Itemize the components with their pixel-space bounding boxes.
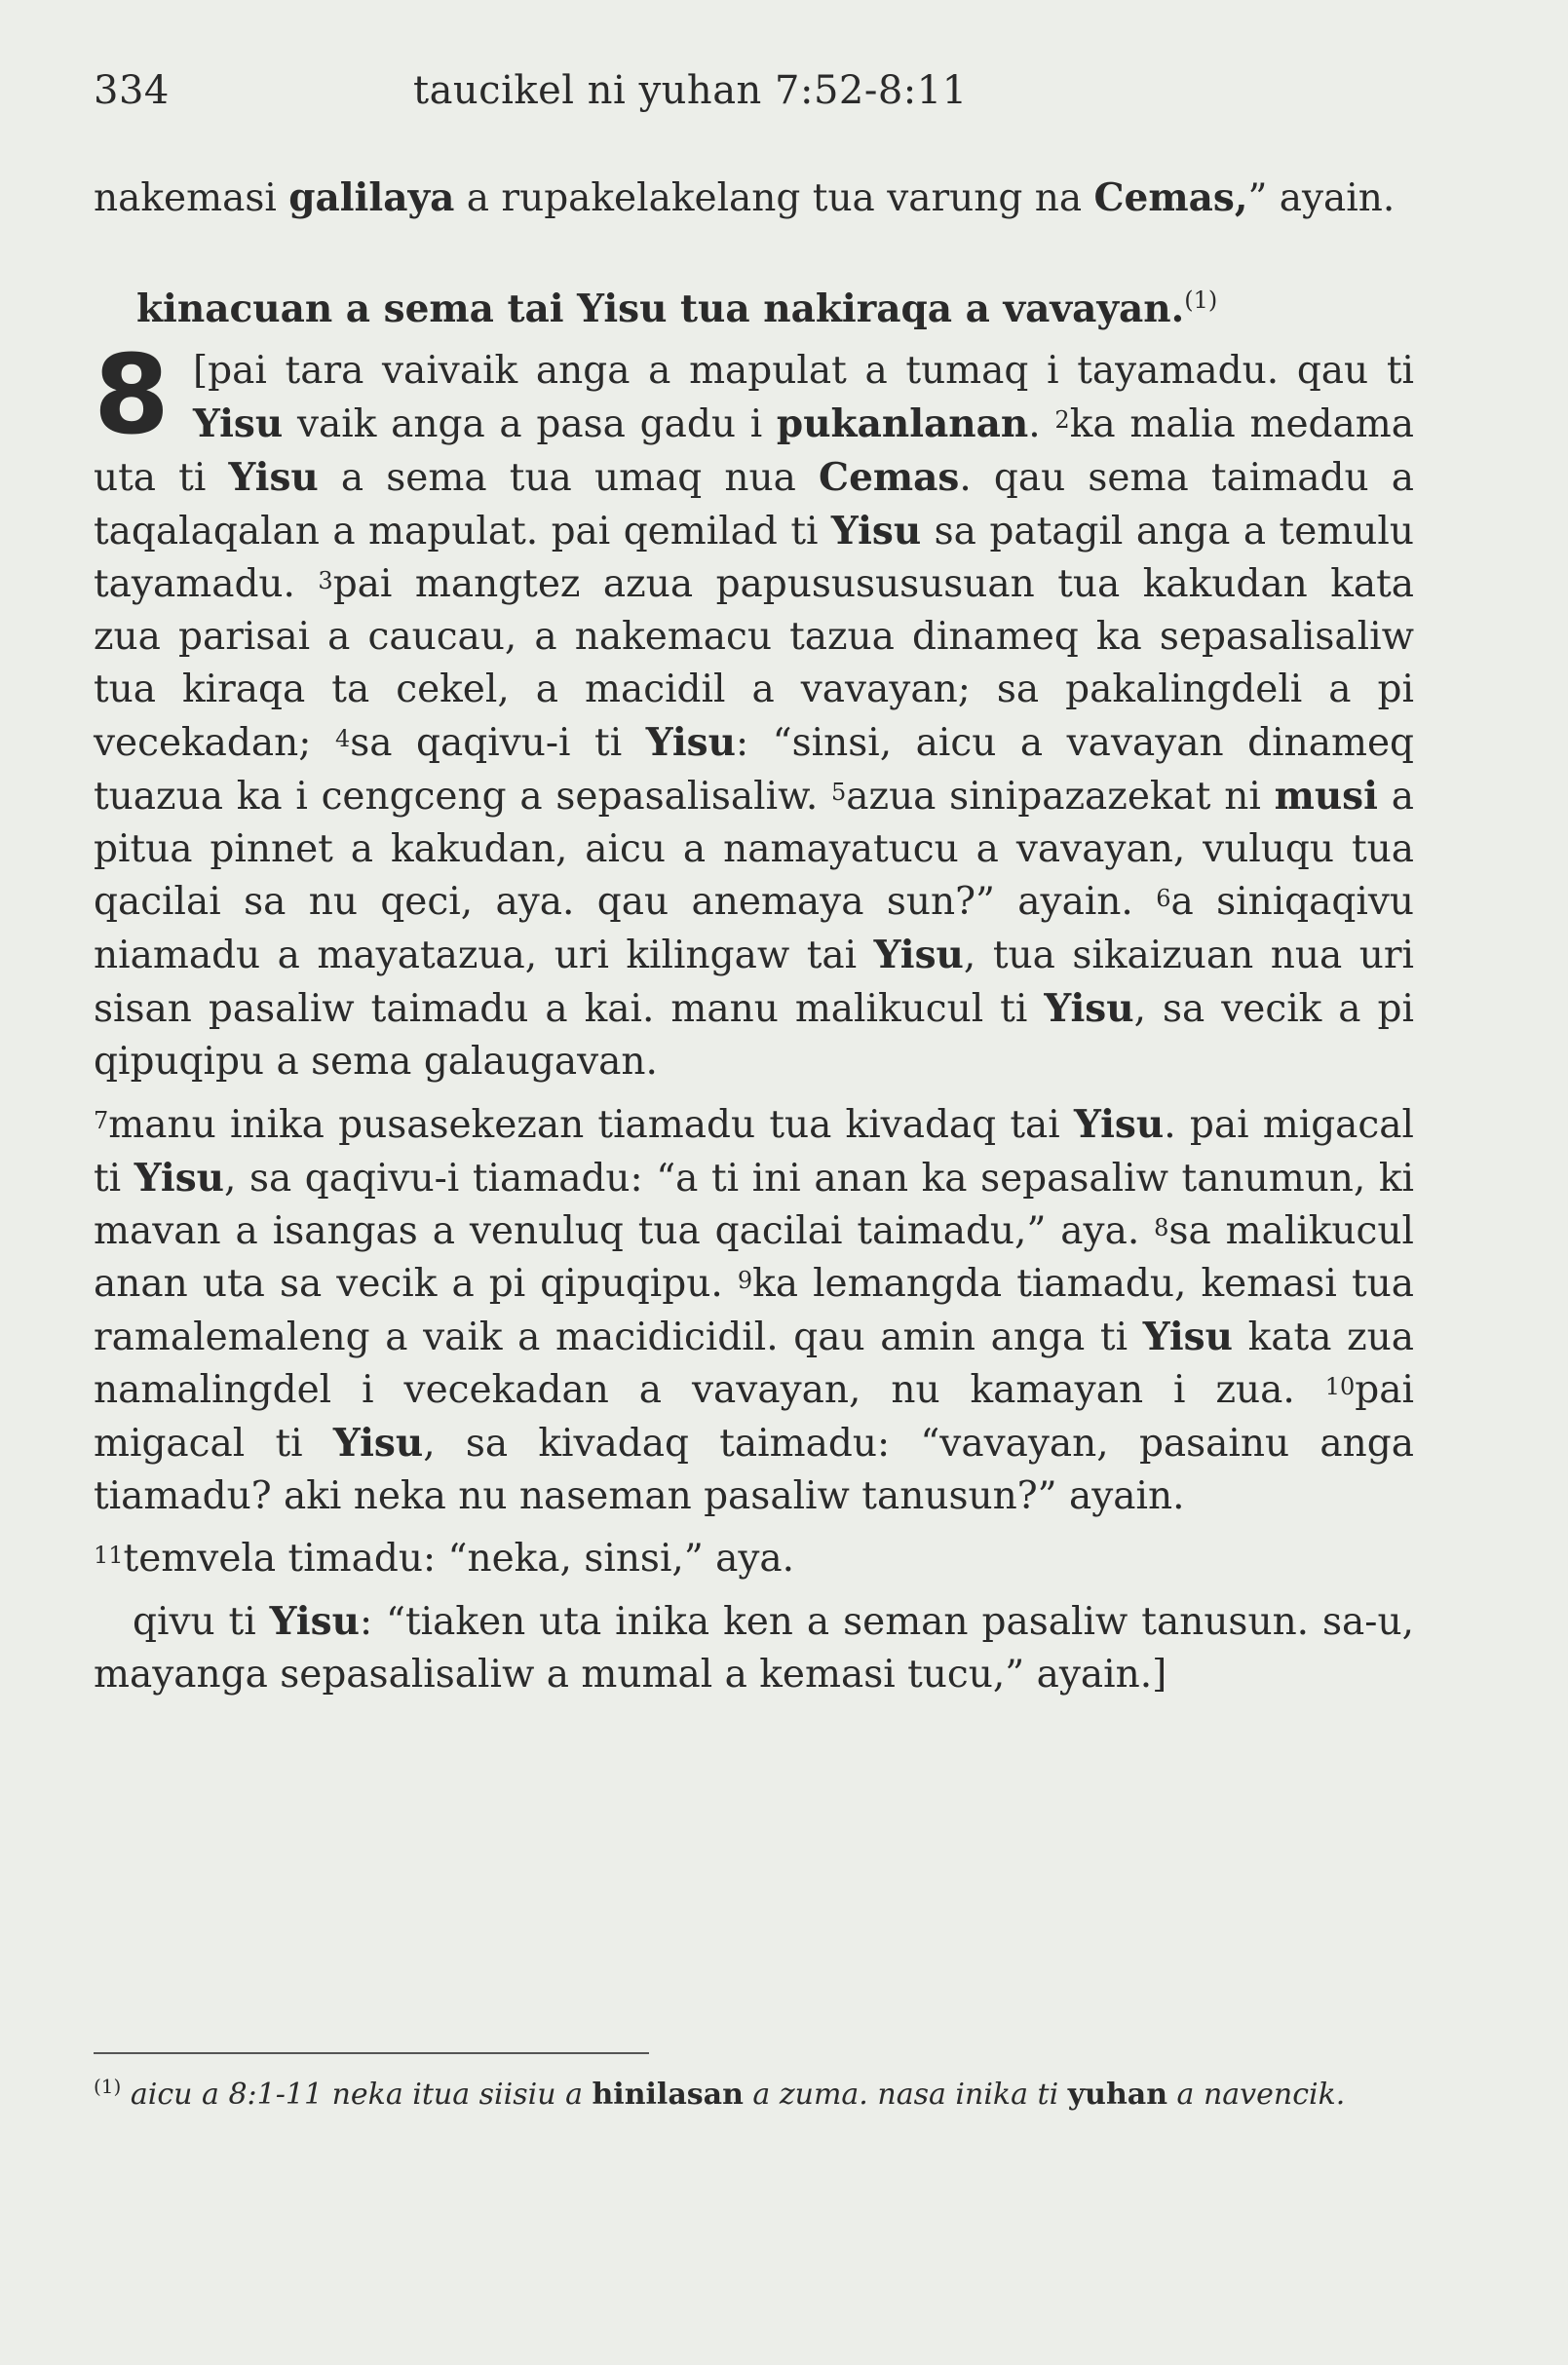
text-run: a rupakelakelang tua varung na [454, 176, 1094, 220]
person-name: Yisu [645, 720, 736, 765]
person-name: Yisu [1142, 1315, 1233, 1359]
text-run: vaik anga a pasa gadu i [283, 402, 777, 446]
person-name: Yisu [830, 509, 922, 553]
text-run: a pitua pinnet a kakudan, aicu a namayatucu a vavayan, vuluqu tua qacilai sa nu qeci, aya. qau anemaya sun?” ayain. [94, 775, 1414, 924]
section-heading [136, 274, 1414, 335]
paragraph-5 [94, 1595, 1414, 1701]
text-run: sa qaqivu-i ti [350, 721, 646, 765]
footnote-divider [94, 2052, 649, 2054]
text-run: ka lemangda tiamadu, kemasi tua ramalemaleng a vaik a macidicidil. qau amin anga ti [94, 1262, 1414, 1359]
text-run: pai migacal ti [94, 1368, 1414, 1466]
text-run: hinilasan [592, 2078, 744, 2112]
chapter-number: 8 [94, 332, 170, 459]
verse-number: 2 [1054, 406, 1070, 434]
paragraph-2 [94, 332, 1414, 1088]
person-name: Yisu [873, 933, 964, 977]
person-name: Cemas [819, 455, 960, 500]
page-number: 334 [94, 68, 170, 113]
person-name: musi [1274, 774, 1378, 819]
person-name: Yisu [192, 401, 284, 446]
text-run: sa malikucul anan uta sa vecik a pi qipuqipu. [94, 1209, 1414, 1306]
place-name: pukanlanan [776, 401, 1029, 446]
text-run: , sa vecik a pi qipuqipu a sema galaugavan. [94, 987, 1414, 1084]
text-run: a zuma. nasa inika ti [743, 2078, 1068, 2112]
running-title: taucikel ni yuhan 7:52-8:11 [413, 68, 968, 113]
person-name: Yisu [1073, 1102, 1165, 1147]
text-run: : “tiaken uta inika ken a seman pasaliw tanusun. sa-u, mayanga sepasalisaliw a mumal a kemasi tucu,” ayain.] [94, 1600, 1414, 1697]
place-name: galilaya [288, 175, 455, 220]
text-run: ka malia medama uta ti [94, 402, 1414, 500]
text-run: . pai migacal ti [94, 1103, 1414, 1201]
verse-number: 3 [318, 567, 333, 594]
text-run: a siniqaqivu niamadu a mayatazua, uri kilingaw tai [94, 880, 1414, 977]
verse-number: 4 [334, 725, 351, 752]
text-run: : “sinsi, aicu a vavayan dinameq tuazua ka i cengceng a sepasalisaliw. [94, 721, 1414, 819]
verse-number: 7 [94, 1107, 109, 1134]
footnote [94, 2064, 1399, 2117]
paragraph-4 [94, 1533, 1414, 1585]
text-run: . [1028, 402, 1055, 446]
verse-number: 8 [1154, 1214, 1169, 1241]
text-run: pai mangtez azua papususususuan tua kakudan kata zua parisai a caucau, a nakemacu tazua dinameq ka sepasalisaliw tua kiraqa ta cekel, a macidil a vavayan; sa pakalingdeli a pi vecekadan; [94, 562, 1414, 765]
body-text [94, 172, 1414, 1701]
person-name: Yisu [269, 1599, 360, 1644]
text-run: , sa qaqivu-i tiamadu: “a ti ini anan ka sepasaliw tanumun, ki mavan a isangas a venuluq tua qacilai taimadu,” aya. [94, 1157, 1414, 1253]
text-run: nakemasi [94, 176, 289, 220]
text-run: temvela timadu: “neka, sinsi,” aya. [123, 1537, 795, 1581]
verse-number: 11 [94, 1542, 124, 1569]
text-run: manu inika pusasekezan tiamadu tua kivadaq tai [108, 1103, 1074, 1147]
text-run: qivu ti [133, 1600, 270, 1644]
paragraph-3 [94, 1098, 1414, 1523]
text-run: kata zua namalingdel i vecekadan a vavayan, nu kamayan i zua. [94, 1316, 1415, 1412]
person-name: Cemas, [1093, 175, 1248, 220]
text-run: , sa kivadaq taimadu: “vavayan, pasainu anga tiamadu? aki neka nu naseman pasaliw tanusun?” ayain. [94, 1422, 1414, 1518]
person-name: Yisu [134, 1156, 225, 1201]
text-run: a sema tua umaq nua [318, 456, 820, 500]
text-run: . qau sema taimadu a taqalaqalan a mapulat. pai qemilad ti [94, 456, 1414, 553]
book-name: yuhan [1067, 2078, 1168, 2112]
text-run: aicu a 8:1-11 neka itua siisiu a [121, 2078, 593, 2112]
footnote-marker: (1) [1184, 286, 1218, 314]
verse-number: 6 [1156, 885, 1171, 912]
verse-number: 5 [830, 779, 847, 806]
person-name: Yisu [228, 455, 319, 500]
text-run: ” ayain. [1247, 176, 1396, 220]
footnote-marker: (1) [94, 2075, 122, 2098]
paragraph-1 [94, 172, 1414, 225]
section-heading-text: kinacuan a sema tai Yisu tua nakiraqa a vavayan. [136, 286, 1185, 331]
person-name: Yisu [332, 1421, 424, 1466]
text-run: a navencik. [1167, 2078, 1346, 2112]
text-run: azua sinipazazekat ni [846, 775, 1275, 819]
verse-number: 10 [1324, 1373, 1356, 1400]
text-run: sa patagil anga a temulu tayamadu. [94, 510, 1414, 606]
text-run: [pai tara vaivaik anga a mapulat a tumaq i tayamadu. qau ti [192, 349, 1414, 393]
verse-number: 9 [737, 1267, 753, 1294]
text-run: , tua sikaizuan nua uri sisan pasaliw taimadu a kai. manu malikucul ti [94, 934, 1414, 1031]
person-name: Yisu [1044, 986, 1134, 1031]
